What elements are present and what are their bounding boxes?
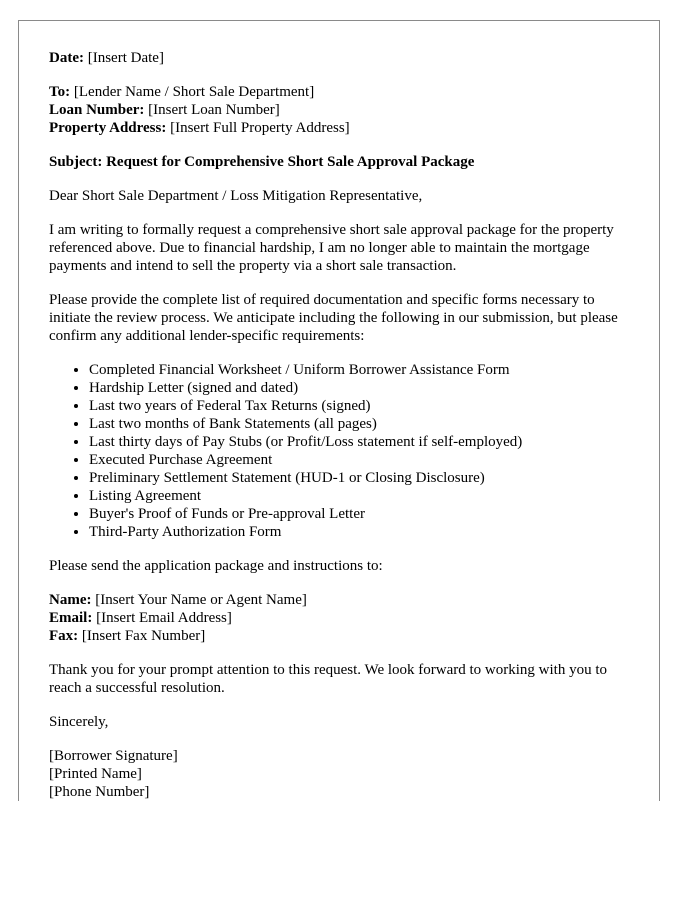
subject-line xyxy=(49,153,629,171)
list-item: • Completed Financial Worksheet / Uniform Borrower Assistance Form xyxy=(89,361,629,379)
list-item: • Executed Purchase Agreement xyxy=(89,451,629,469)
to-line xyxy=(49,83,629,101)
list-item: • Buyer's Proof of Funds or Pre-approval Letter xyxy=(89,505,629,523)
date-value: [Insert Date] xyxy=(87,50,164,66)
contact-email-line xyxy=(49,609,629,627)
loan-number-line xyxy=(49,101,629,119)
contact-block xyxy=(49,591,629,645)
contact-name-label: Name: xyxy=(49,592,92,608)
body-paragraph-1: I am writing to formally request a comprehensive short sale approval package for the property referenced above. Due to financial hardship, I am no longer able to maintain the mortgage payments and intend to sell the property via a short sale transaction. xyxy=(49,222,614,274)
contact-name-line xyxy=(49,591,629,609)
signature-block xyxy=(49,747,629,801)
subject-text: Subject: Request for Comprehensive Short Sale Approval Package xyxy=(49,154,475,170)
list-item: • Last two years of Federal Tax Returns (signed) xyxy=(89,397,629,415)
property-address-label: Property Address: xyxy=(49,120,167,136)
contact-fax-line xyxy=(49,627,629,645)
to-label: To: xyxy=(49,84,71,100)
phone-number: [Phone Number] xyxy=(49,784,150,800)
loan-number-label: Loan Number: xyxy=(49,102,145,118)
closing-thanks: Thank you for your prompt attention to this request. We look forward to working with you to reach a successful resolution. xyxy=(49,662,608,696)
list-item: • Listing Agreement xyxy=(89,487,629,505)
to-value: [Lender Name / Short Sale Department] xyxy=(73,84,315,100)
loan-number-value: [Insert Loan Number] xyxy=(148,102,280,118)
send-instruction: Please send the application package and instructions to: xyxy=(49,558,383,574)
contact-fax-value: [Insert Fax Number] xyxy=(81,628,206,644)
required-documents-list xyxy=(49,361,629,541)
letter-page xyxy=(18,20,660,801)
salutation: Dear Short Sale Department / Loss Mitigation Representative, xyxy=(49,188,423,204)
list-item: • Hardship Letter (signed and dated) xyxy=(89,379,629,397)
list-item: • Preliminary Settlement Statement (HUD-1 or Closing Disclosure) xyxy=(89,469,629,487)
property-address-line xyxy=(49,119,629,137)
contact-email-label: Email: xyxy=(49,610,93,626)
date-line xyxy=(49,49,629,67)
printed-name: [Printed Name] xyxy=(49,766,142,782)
contact-name-value: [Insert Your Name or Agent Name] xyxy=(95,592,307,608)
borrower-signature: [Borrower Signature] xyxy=(49,748,178,764)
date-label: Date: xyxy=(49,50,84,66)
recipient-block xyxy=(49,83,629,137)
list-item: • Last two months of Bank Statements (all pages) xyxy=(89,415,629,433)
list-item: • Last thirty days of Pay Stubs (or Profit/Loss statement if self-employed) xyxy=(89,433,629,451)
contact-email-value: [Insert Email Address] xyxy=(96,610,232,626)
list-item: • Third-Party Authorization Form xyxy=(89,523,629,541)
property-address-value: [Insert Full Property Address] xyxy=(170,120,350,136)
body-paragraph-2: Please provide the complete list of required documentation and specific forms necessary to initiate the review process. We anticipate including the following in our submission, but please confirm any additional lender-specific requirements: xyxy=(49,292,618,344)
sign-off: Sincerely, xyxy=(49,714,109,730)
contact-fax-label: Fax: xyxy=(49,628,79,644)
